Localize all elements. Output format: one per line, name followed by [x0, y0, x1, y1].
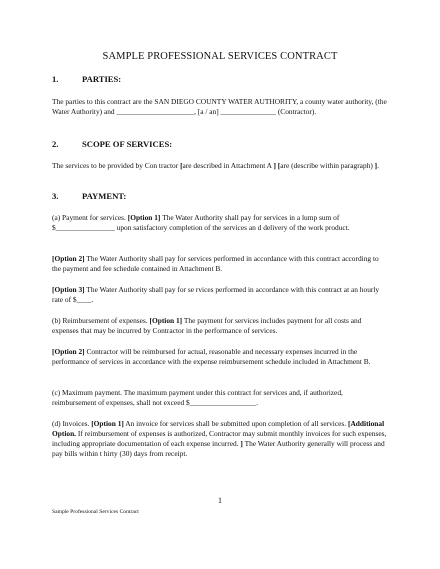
payment-d-paragraph	[52, 419, 388, 459]
section-title: PARTIES:	[82, 74, 122, 84]
payment-b-option-2-label: [Option 2]	[52, 347, 85, 356]
scope-text-4: .	[377, 161, 379, 170]
payment-b-option-2-paragraph	[52, 347, 388, 367]
payment-a-option: [Option 1]	[127, 213, 161, 222]
scope-text-1: The services to be provided by Con tractor	[52, 161, 181, 170]
section-title: SCOPE OF SERVICES:	[82, 139, 173, 149]
payment-d-text-2: An invoice for services shall be submitted upon completion of all services.	[123, 419, 348, 428]
payment-option-2-label: [Option 2]	[52, 254, 85, 263]
payment-a-text-1: (a) Payment for services.	[52, 213, 128, 222]
section-heading-payment	[52, 191, 126, 201]
payment-d-text-4: The Water Authority generally will process and pay bills within t hirty (30) days from receipt.	[52, 439, 385, 459]
scope-bracket-2: ] [	[273, 161, 281, 170]
section-title: PAYMENT:	[82, 191, 127, 201]
parties-paragraph: The parties to this contract are the SAN DIEGO COUNTY WATER AUTHORITY, a county water authority, (the Water Authority) and _____________________, [a / an] _______________ (Contractor).	[52, 97, 387, 117]
scope-paragraph	[52, 161, 388, 171]
payment-option-2-paragraph	[52, 254, 388, 274]
scope-text-3: are (describe within paragraph)	[280, 161, 375, 170]
payment-b-text-1: (b) Reimbursement of expenses.	[52, 316, 150, 325]
payment-option-3-label: [Option 3]	[52, 285, 85, 294]
scope-bracket-3: ]	[374, 161, 378, 170]
page-footer: Sample Professional Services Contract	[52, 509, 139, 515]
section-number: 2.	[52, 139, 59, 149]
payment-c-paragraph: (c) Maximum payment. The maximum payment under this contract for services and, if authorized, reimbursement of expenses, shall not exceed $__________________.	[52, 388, 343, 408]
section-heading-scope	[52, 139, 172, 149]
section-number: 3.	[52, 191, 59, 201]
payment-d-bracket-close: ]	[240, 439, 243, 449]
payment-option-3-text: The Water Authority shall pay for se rvices performed in accordance with this contract at an hourly rate of $____.	[52, 285, 380, 305]
section-number: 1.	[52, 74, 59, 84]
payment-d-text-3: If reimbursement of expenses is authorized, Contractor may submit monthly invoices for such expenses, including appropriate documentation of each expense incurred.	[52, 429, 387, 449]
payment-b-option: [Option 1]	[149, 316, 183, 325]
payment-a-text-2: The Water Authority shall pay for services in a lump sum of $________________ upon satisfactory completion of the services an d delivery of the work product.	[52, 213, 350, 233]
scope-bracket-1: [	[180, 161, 183, 170]
payment-option-2-text: The Water Authority shall pay for services performed in accordance with this contract according to the payment and fee schedule contained in Attachment B.	[52, 254, 379, 274]
page-number: 1	[218, 496, 222, 505]
payment-b-option-2-text: Contractor will be reimbursed for actual, reasonable and necessary expenses incurred in the performance of services in accordance with the expense reimbursement schedule included in Attachment B.	[52, 347, 371, 367]
section-heading-parties	[52, 74, 121, 84]
payment-d-option: [Option 1]	[91, 419, 124, 428]
document-title: SAMPLE PROFESSIONAL SERVICES CONTRACT	[102, 51, 338, 62]
payment-b-paragraph	[52, 316, 388, 336]
scope-text-2: are described in Attachment A	[182, 161, 274, 170]
payment-d-additional-option: [Additional Option.	[52, 419, 385, 439]
payment-a-paragraph	[52, 213, 388, 233]
payment-b-text-2: The payment for services includes payment for all costs and expenses that may be incurred by Contractor in the performance of services.	[52, 316, 362, 336]
payment-d-text-1: (d) Invoices.	[52, 419, 92, 428]
payment-option-3-paragraph	[52, 285, 388, 305]
